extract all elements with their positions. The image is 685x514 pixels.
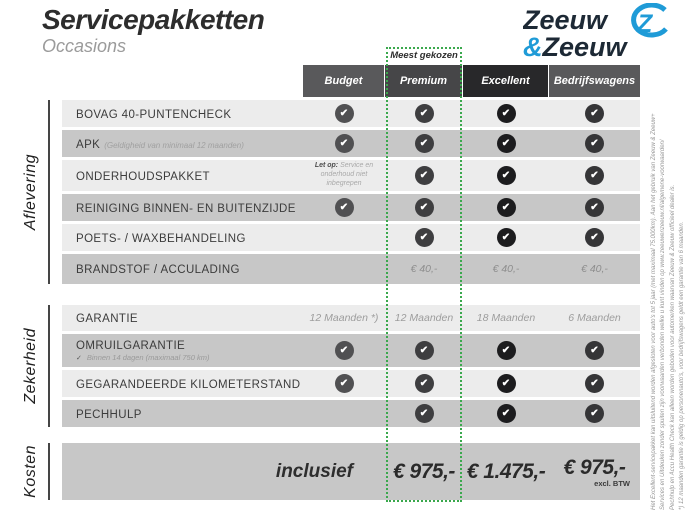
check-icon: ✔ (415, 341, 434, 360)
table-row-onderhoudspakket (62, 160, 640, 191)
fineprint-line: Pechhulp en Accu Health Check kan alleen worden geboden voor automerken waarvan Zeeuw & Zeeuw officieel dealer is. (669, 184, 676, 510)
check-icon: ✔ (497, 404, 516, 423)
kosten-inclusief-label: inclusief (275, 460, 353, 482)
column-header-premium: Premium (385, 65, 463, 97)
kosten-price-excellent: € 1.475,- (466, 459, 546, 483)
logo-word1: Zeeuw (523, 5, 608, 35)
column-header-budget: Budget (303, 65, 385, 97)
row-label: BRANDSTOF / ACCULADING (76, 264, 240, 276)
check-icon: ✔ (585, 198, 604, 217)
check-icon: ✔ (497, 166, 516, 185)
check-icon: ✔ (497, 228, 516, 247)
table-row-reiniging (62, 194, 640, 221)
fineprint-disclaimer (650, 62, 685, 510)
check-icon: ✔ (497, 374, 516, 393)
price-value: € 40,- (410, 263, 438, 275)
svg-text:Z: Z (637, 10, 653, 38)
small-check-icon: ✓ (76, 354, 82, 362)
logo-ampersand: & (523, 32, 543, 61)
check-icon: ✔ (415, 134, 434, 153)
table-row-pechhulp (62, 400, 640, 427)
column-header-bedrijfswagens: Bedrijfswagens (549, 65, 640, 97)
table-row-garantie (62, 305, 640, 331)
row-label: GARANTIE (76, 313, 138, 325)
fineprint-line: Het Excellent-servicepakket kan uitsluitend worden afgesloten voor auto's tot 5 jaar (met maximaal 75.000km). Aan het gebruik van Zeeuw & Zeeuw+ (651, 113, 657, 510)
row-label: OMRUILGARANTIE (76, 339, 186, 352)
svg-text:&Zeeuw (523, 32, 629, 61)
check-icon: ✔ (585, 341, 604, 360)
row-label: GEGARANDEERDE KILOMETERSTAND (76, 378, 301, 391)
kosten-price-bedrijfswagens: € 975,- (563, 455, 626, 479)
section-label-zekerheid: Zekerheid (14, 305, 50, 427)
check-icon: ✔ (415, 228, 434, 247)
check-icon: ✔ (335, 134, 354, 153)
check-icon: ✔ (497, 198, 516, 217)
row-subnote: ✓ Binnen 14 dagen (maximaal 750 km) (76, 352, 210, 362)
budget-warning-note: Let op: Service en onderhoud niet inbegrepen (314, 162, 374, 187)
row-label: ONDERHOUDSPAKKET (76, 170, 210, 183)
table-row-kilometerstand (62, 370, 640, 397)
check-icon: ✔ (415, 374, 434, 393)
check-icon: ✔ (415, 404, 434, 423)
section-aflevering (62, 100, 640, 287)
fineprint-line: *) 12 maanden garantie is geldig op personenauto's, voor bedrijfswagens geldt een garantie van 6 maanden. (678, 221, 685, 510)
check-icon: ✔ (497, 104, 516, 123)
garantie-value: 12 Maanden (394, 312, 454, 324)
check-icon: ✔ (335, 341, 354, 360)
check-icon: ✔ (335, 198, 354, 217)
row-label: BOVAG 40-PUNTENCHECK (76, 108, 232, 121)
table-row-apk (62, 130, 640, 157)
section-kosten (62, 443, 640, 500)
check-icon: ✔ (497, 134, 516, 153)
column-header-excellent: Excellent (463, 65, 549, 97)
row-label: REINIGING BINNEN- EN BUITENZIJDE (76, 202, 296, 215)
check-icon: ✔ (585, 374, 604, 393)
check-icon: ✔ (585, 228, 604, 247)
check-icon: ✔ (335, 104, 354, 123)
check-icon: ✔ (585, 166, 604, 185)
most-chosen-badge: Meest gekozen (390, 50, 458, 61)
check-icon: ✔ (585, 134, 604, 153)
check-icon: ✔ (415, 198, 434, 217)
table-row-kosten (62, 443, 640, 500)
check-icon: ✔ (415, 104, 434, 123)
section-zekerheid (62, 305, 640, 430)
section-label-aflevering: Aflevering (14, 100, 50, 284)
table-row-omruilgarantie (62, 334, 640, 367)
price-value: € 40,- (581, 263, 608, 275)
row-label: POETS- / WAXBEHANDELING (76, 232, 246, 245)
check-icon: ✔ (497, 341, 516, 360)
price-value: € 40,- (492, 263, 520, 275)
column-headers (303, 65, 640, 97)
row-label: APK (76, 138, 101, 151)
check-icon: ✔ (335, 374, 354, 393)
kosten-price-premium: € 975,- (393, 459, 455, 483)
excl-btw-note: excl. BTW (594, 478, 630, 488)
garantie-value: 18 Maanden (476, 312, 536, 324)
page-title: Servicepakketten (42, 4, 265, 35)
row-label: PECHHULP (76, 408, 142, 421)
fineprint-line: Services en Uitdeuken zonder spuiten zijn voorwaarden verbonden welke u kunt vinden op www.zeeuwenzeeuw.nl/algemene-voorwaarden/ (660, 139, 667, 510)
check-icon: ✔ (585, 404, 604, 423)
table-row-poets (62, 224, 640, 251)
garantie-value: 12 Maanden *) (309, 312, 379, 324)
logo-word2: Zeeuw (542, 32, 627, 61)
row-note: (Geldigheid van minimaal 12 maanden) (104, 140, 244, 150)
table-row-brandstof (62, 254, 640, 284)
page-subtitle: Occasions (42, 36, 127, 56)
logo-graphic (523, 3, 675, 61)
garantie-value: 6 Maanden (568, 312, 621, 324)
check-icon: ✔ (585, 104, 604, 123)
table-row-bovag (62, 100, 640, 127)
logo-z-swoosh-icon (634, 5, 666, 38)
section-label-kosten: Kosten (14, 443, 50, 500)
title-block (42, 4, 264, 57)
check-icon: ✔ (415, 166, 434, 185)
zeeuw-en-zeeuw-logo (523, 3, 675, 61)
